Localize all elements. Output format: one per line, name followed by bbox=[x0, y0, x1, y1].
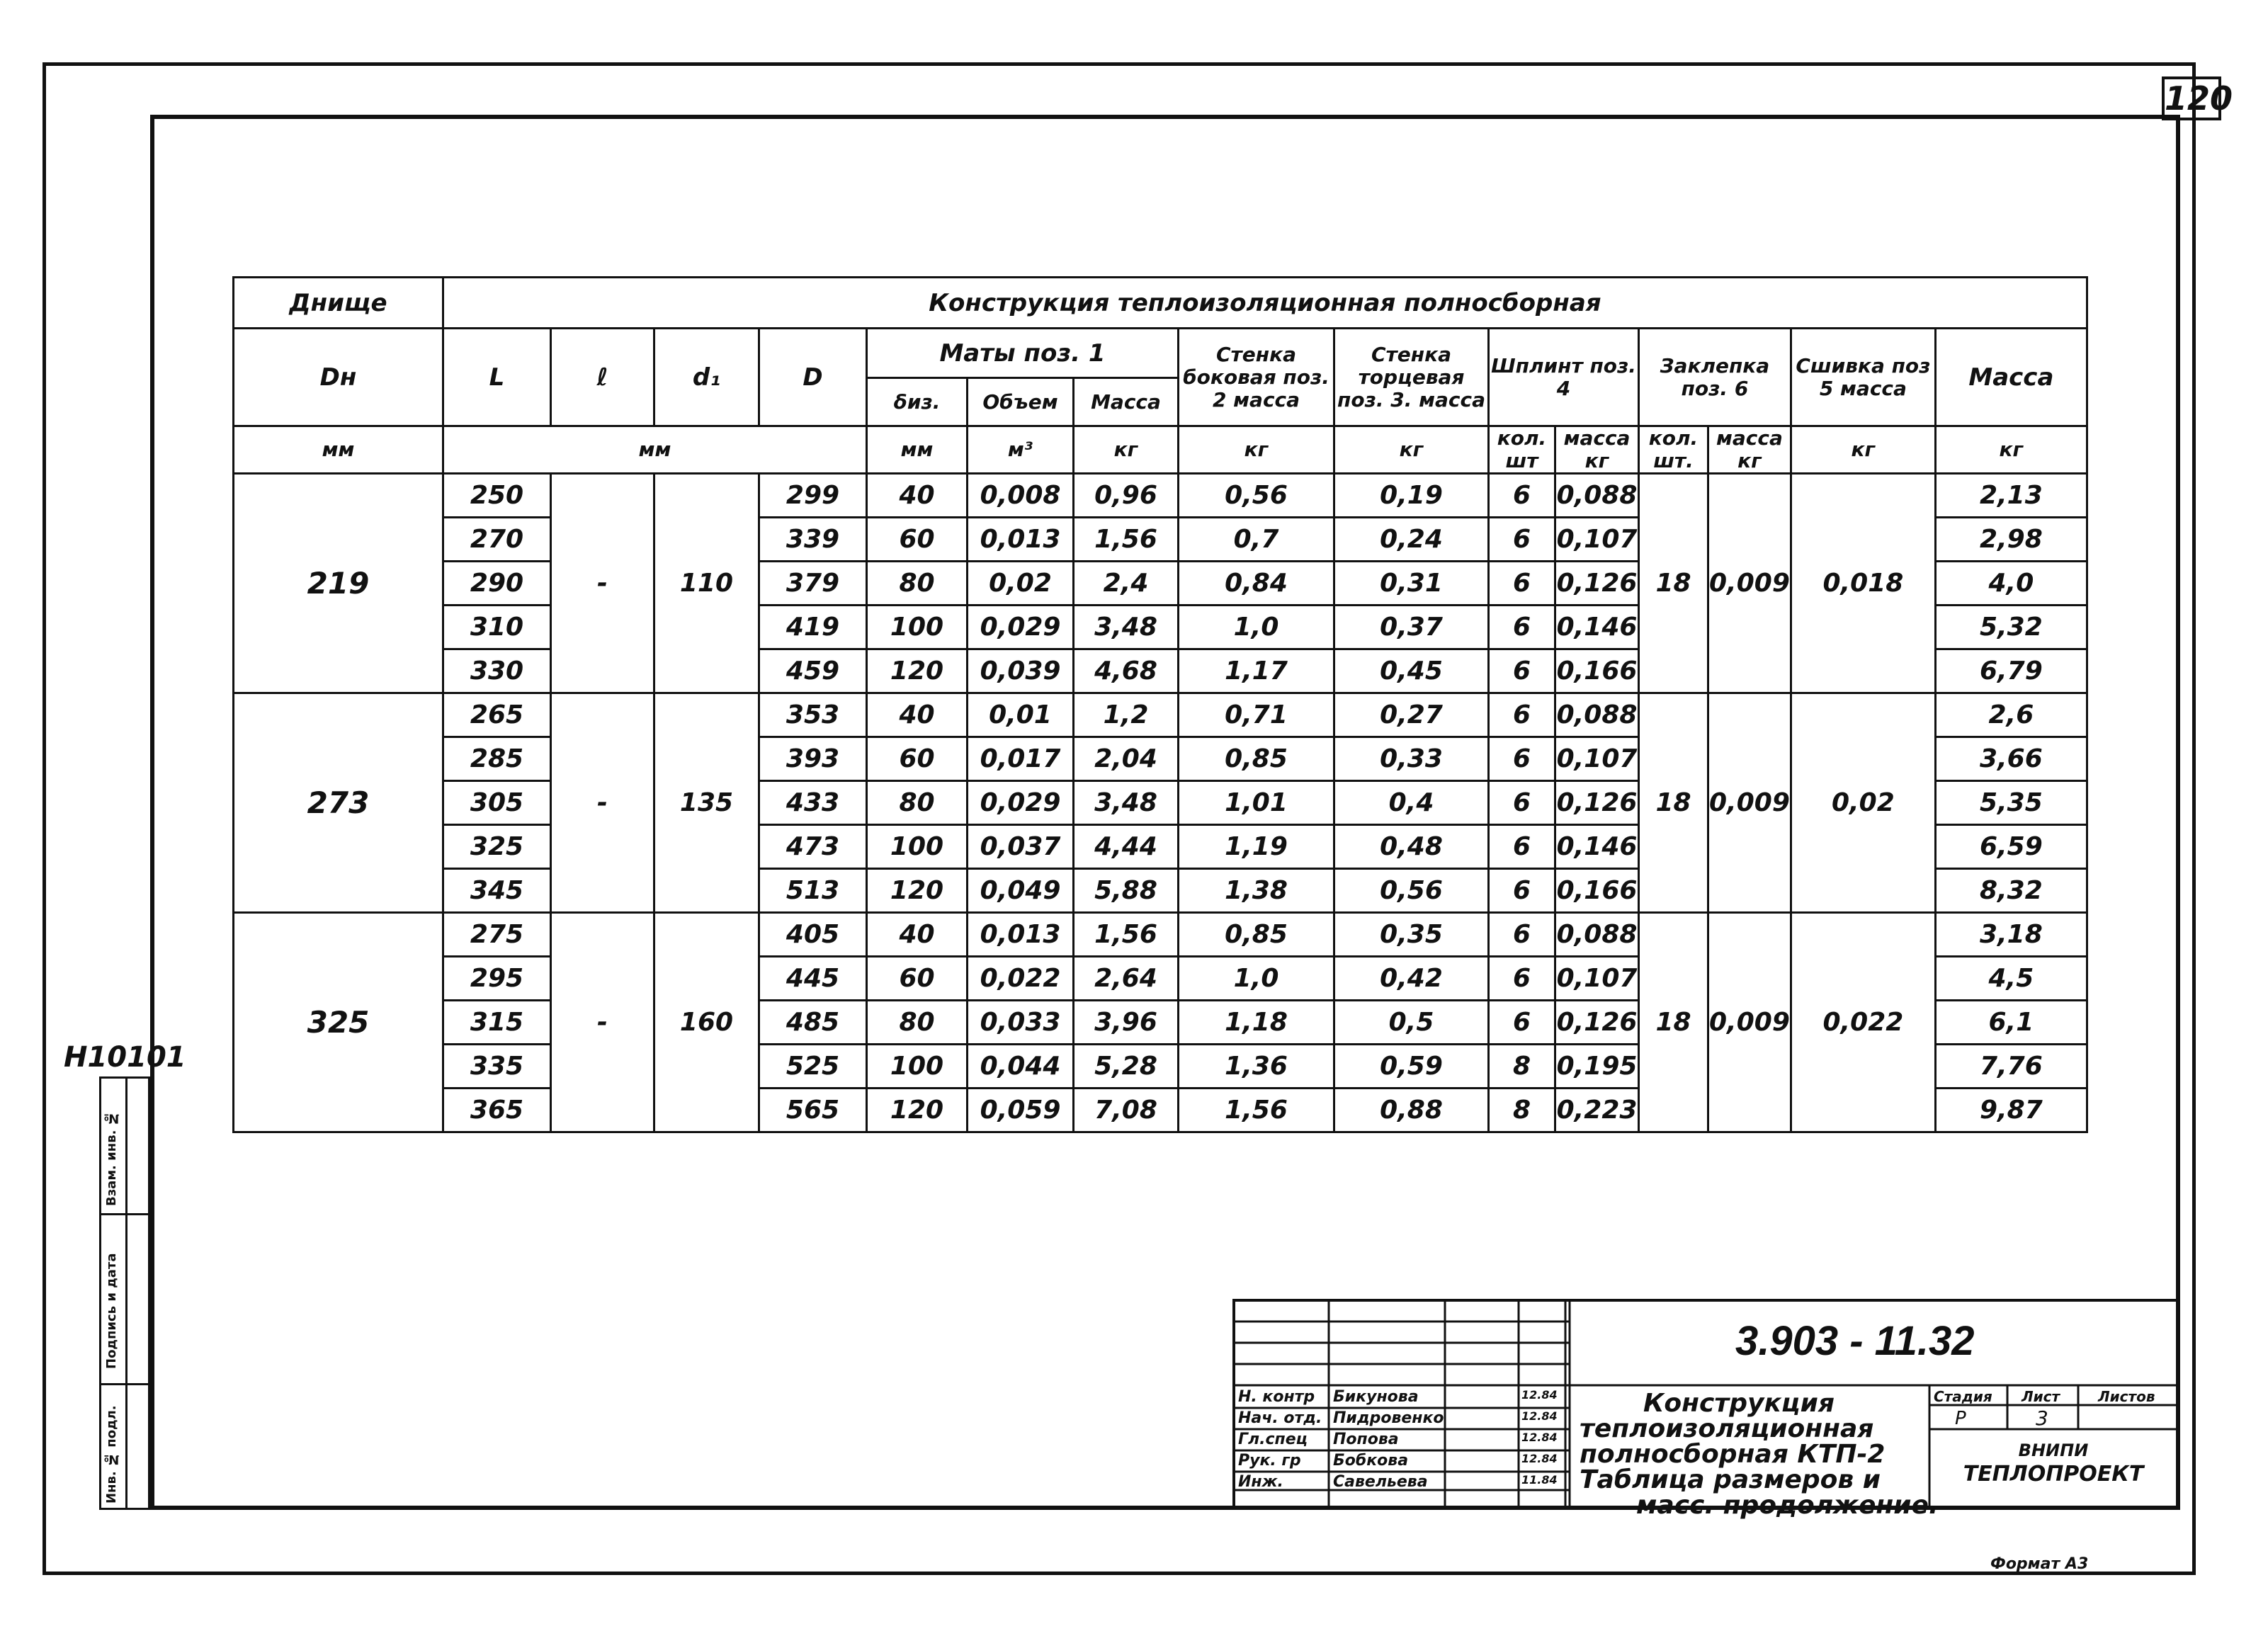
total-mass-unit: кг bbox=[1935, 426, 2087, 474]
cell-pin-qty: 6 bbox=[1489, 781, 1555, 825]
side-code: H10101 bbox=[64, 1041, 186, 1074]
signature-date: 12.84 bbox=[1521, 1431, 1558, 1444]
cell-L: 270 bbox=[443, 518, 551, 562]
cell-pin-mass: 0,107 bbox=[1555, 737, 1639, 781]
cell-thickness: 60 bbox=[867, 518, 968, 562]
mm-unit: мм bbox=[443, 426, 867, 474]
cell-total-mass: 2,98 bbox=[1935, 518, 2087, 562]
desc-line-1: Конструкция bbox=[1643, 1389, 1835, 1418]
cell-end-wall-mass: 0,45 bbox=[1334, 649, 1489, 693]
cell-dn: 325 bbox=[234, 913, 443, 1132]
cell-L: 295 bbox=[443, 957, 551, 1001]
end-wall-header: Стенка торцевая поз. 3. масса bbox=[1334, 329, 1489, 426]
side-strip bbox=[99, 1076, 150, 1510]
cell-thickness: 80 bbox=[867, 781, 968, 825]
cell-side-wall-mass: 0,7 bbox=[1179, 518, 1334, 562]
cell-D: 299 bbox=[759, 474, 867, 518]
cell-thickness: 60 bbox=[867, 957, 968, 1001]
main-header: Конструкция теплоизоляционная полносборная bbox=[443, 278, 2087, 329]
pin-header: Шплинт поз. 4 bbox=[1489, 329, 1639, 426]
cell-D: 565 bbox=[759, 1089, 867, 1132]
cell-volume: 0,039 bbox=[968, 649, 1074, 693]
col-dn: Dн bbox=[234, 329, 443, 426]
cell-L: 315 bbox=[443, 1001, 551, 1045]
cell-d1: 110 bbox=[654, 474, 759, 693]
cell-D: 405 bbox=[759, 913, 867, 957]
cell-l: - bbox=[551, 913, 654, 1132]
maty-vol: Объем bbox=[968, 378, 1074, 426]
cell-pin-qty: 8 bbox=[1489, 1045, 1555, 1089]
cell-volume: 0,037 bbox=[968, 825, 1074, 869]
cell-maty-mass: 4,44 bbox=[1074, 825, 1179, 869]
cell-maty-mass: 5,28 bbox=[1074, 1045, 1179, 1089]
maty-header: Маты поз. 1 bbox=[867, 329, 1179, 378]
cell-pin-mass: 0,088 bbox=[1555, 693, 1639, 737]
cell-thickness: 80 bbox=[867, 1001, 968, 1045]
cell-L: 335 bbox=[443, 1045, 551, 1089]
cell-D: 459 bbox=[759, 649, 867, 693]
cell-end-wall-mass: 0,59 bbox=[1334, 1045, 1489, 1089]
doc-description bbox=[1580, 1391, 1939, 1518]
cell-total-mass: 7,76 bbox=[1935, 1045, 2087, 1089]
cell-maty-mass: 5,88 bbox=[1074, 869, 1179, 913]
cell-pin-mass: 0,146 bbox=[1555, 825, 1639, 869]
cell-end-wall-mass: 0,5 bbox=[1334, 1001, 1489, 1045]
cell-end-wall-mass: 0,48 bbox=[1334, 825, 1489, 869]
cell-rivet-mass: 0,009 bbox=[1708, 693, 1791, 913]
cell-volume: 0,049 bbox=[968, 869, 1074, 913]
dimensions-table bbox=[232, 276, 2088, 1133]
cell-L: 265 bbox=[443, 693, 551, 737]
cell-L: 345 bbox=[443, 869, 551, 913]
cell-side-wall-mass: 0,85 bbox=[1179, 737, 1334, 781]
cell-D: 339 bbox=[759, 518, 867, 562]
cell-pin-qty: 6 bbox=[1489, 1001, 1555, 1045]
cell-thickness: 100 bbox=[867, 1045, 968, 1089]
cell-side-wall-mass: 1,38 bbox=[1179, 869, 1334, 913]
cell-end-wall-mass: 0,24 bbox=[1334, 518, 1489, 562]
cell-thickness: 80 bbox=[867, 562, 968, 606]
sheet-label: Лист bbox=[2022, 1388, 2060, 1405]
cell-pin-mass: 0,166 bbox=[1555, 869, 1639, 913]
cell-pin-mass: 0,223 bbox=[1555, 1089, 1639, 1132]
cell-side-wall-mass: 1,19 bbox=[1179, 825, 1334, 869]
cell-side-wall-mass: 1,0 bbox=[1179, 606, 1334, 649]
cell-maty-mass: 3,96 bbox=[1074, 1001, 1179, 1045]
cell-thickness: 40 bbox=[867, 474, 968, 518]
cell-pin-qty: 6 bbox=[1489, 869, 1555, 913]
cell-maty-mass: 1,2 bbox=[1074, 693, 1179, 737]
cell-D: 393 bbox=[759, 737, 867, 781]
maty-mass: Масса bbox=[1074, 378, 1179, 426]
cell-end-wall-mass: 0,19 bbox=[1334, 474, 1489, 518]
cell-total-mass: 2,13 bbox=[1935, 474, 2087, 518]
cell-end-wall-mass: 0,37 bbox=[1334, 606, 1489, 649]
cell-l: - bbox=[551, 693, 654, 913]
cell-pin-qty: 6 bbox=[1489, 562, 1555, 606]
cell-total-mass: 4,5 bbox=[1935, 957, 2087, 1001]
cell-stitch-mass: 0,022 bbox=[1791, 913, 1935, 1132]
cell-D: 379 bbox=[759, 562, 867, 606]
cell-thickness: 60 bbox=[867, 737, 968, 781]
cell-volume: 0,01 bbox=[968, 693, 1074, 737]
cell-volume: 0,044 bbox=[968, 1045, 1074, 1089]
cell-rivet-mass: 0,009 bbox=[1708, 474, 1791, 693]
col-l: ℓ bbox=[551, 329, 654, 426]
signature-name: Попова bbox=[1333, 1431, 1399, 1448]
cell-pin-qty: 6 bbox=[1489, 693, 1555, 737]
pin-qty: кол. шт bbox=[1489, 426, 1555, 474]
rivet-qty: кол. шт. bbox=[1639, 426, 1708, 474]
cell-L: 310 bbox=[443, 606, 551, 649]
cell-side-wall-mass: 1,36 bbox=[1179, 1045, 1334, 1089]
cell-total-mass: 3,18 bbox=[1935, 913, 2087, 957]
signature-name: Бобкова bbox=[1333, 1452, 1409, 1470]
table-row bbox=[234, 474, 2087, 518]
cell-d1: 135 bbox=[654, 693, 759, 913]
cell-thickness: 120 bbox=[867, 1089, 968, 1132]
cell-L: 250 bbox=[443, 474, 551, 518]
cell-pin-qty: 6 bbox=[1489, 825, 1555, 869]
cell-pin-mass: 0,088 bbox=[1555, 913, 1639, 957]
cell-maty-mass: 2,4 bbox=[1074, 562, 1179, 606]
cell-thickness: 40 bbox=[867, 693, 968, 737]
side-label-signature: Подпись и дата bbox=[104, 1253, 119, 1369]
dn-unit: мм bbox=[234, 426, 443, 474]
cell-side-wall-mass: 1,01 bbox=[1179, 781, 1334, 825]
cell-pin-mass: 0,107 bbox=[1555, 957, 1639, 1001]
cell-D: 473 bbox=[759, 825, 867, 869]
cell-volume: 0,033 bbox=[968, 1001, 1074, 1045]
cell-pin-qty: 6 bbox=[1489, 737, 1555, 781]
cell-maty-mass: 0,96 bbox=[1074, 474, 1179, 518]
cell-maty-mass: 3,48 bbox=[1074, 781, 1179, 825]
cell-volume: 0,013 bbox=[968, 913, 1074, 957]
cell-side-wall-mass: 0,56 bbox=[1179, 474, 1334, 518]
desc-line-2: теплоизоляционная bbox=[1580, 1414, 1874, 1443]
org-line-1: ВНИПИ bbox=[2018, 1440, 2089, 1460]
cell-L: 330 bbox=[443, 649, 551, 693]
desc-line-3: полносборная КТП-2 bbox=[1580, 1440, 1886, 1469]
signature-date: 11.84 bbox=[1521, 1473, 1558, 1487]
cell-pin-mass: 0,146 bbox=[1555, 606, 1639, 649]
cell-rivet-mass: 0,009 bbox=[1708, 913, 1791, 1132]
signature-name: Бикунова bbox=[1333, 1388, 1419, 1406]
cell-pin-mass: 0,166 bbox=[1555, 649, 1639, 693]
rivet-mass: масса кг bbox=[1708, 426, 1791, 474]
cell-pin-mass: 0,126 bbox=[1555, 562, 1639, 606]
doc-code: 3.903 - 11.32 bbox=[1735, 1318, 1975, 1364]
cell-D: 419 bbox=[759, 606, 867, 649]
cell-thickness: 120 bbox=[867, 649, 968, 693]
cell-pin-qty: 6 bbox=[1489, 474, 1555, 518]
side-label-replace: Взам. инв. № bbox=[104, 1110, 119, 1206]
signature-role: Рук. гр bbox=[1238, 1452, 1301, 1470]
col-D: D bbox=[759, 329, 867, 426]
signature-role: Инж. bbox=[1238, 1473, 1283, 1491]
pin-mass: масса кг bbox=[1555, 426, 1639, 474]
cell-maty-mass: 2,64 bbox=[1074, 957, 1179, 1001]
cell-L: 305 bbox=[443, 781, 551, 825]
cell-pin-qty: 6 bbox=[1489, 649, 1555, 693]
cell-total-mass: 8,32 bbox=[1935, 869, 2087, 913]
cell-pin-mass: 0,126 bbox=[1555, 1001, 1639, 1045]
cell-pin-qty: 8 bbox=[1489, 1089, 1555, 1132]
signature-role: Нач. отд. bbox=[1238, 1409, 1322, 1427]
cell-L: 290 bbox=[443, 562, 551, 606]
cell-maty-mass: 1,56 bbox=[1074, 518, 1179, 562]
format-label: Формат А3 bbox=[1990, 1555, 2089, 1573]
table-body bbox=[234, 474, 2087, 1132]
signature-role: Н. контр bbox=[1238, 1388, 1315, 1406]
col-d1: d₁ bbox=[654, 329, 759, 426]
cell-D: 525 bbox=[759, 1045, 867, 1089]
cell-D: 513 bbox=[759, 869, 867, 913]
cell-thickness: 120 bbox=[867, 869, 968, 913]
cell-side-wall-mass: 1,56 bbox=[1179, 1089, 1334, 1132]
title-block bbox=[1232, 1299, 2180, 1520]
stage-label: Стадия bbox=[1934, 1388, 1992, 1405]
cell-volume: 0,029 bbox=[968, 781, 1074, 825]
cell-L: 325 bbox=[443, 825, 551, 869]
cell-pin-qty: 6 bbox=[1489, 518, 1555, 562]
cell-volume: 0,029 bbox=[968, 606, 1074, 649]
cell-volume: 0,022 bbox=[968, 957, 1074, 1001]
cell-rivet-qty: 18 bbox=[1639, 913, 1708, 1132]
sheets-label: Листов bbox=[2098, 1388, 2155, 1405]
cell-L: 365 bbox=[443, 1089, 551, 1132]
maty-thick: δиз. bbox=[867, 378, 968, 426]
cell-end-wall-mass: 0,35 bbox=[1334, 913, 1489, 957]
stage-value: Р bbox=[1955, 1408, 1966, 1429]
cell-volume: 0,059 bbox=[968, 1089, 1074, 1132]
cell-total-mass: 9,87 bbox=[1935, 1089, 2087, 1132]
cell-volume: 0,02 bbox=[968, 562, 1074, 606]
table-row bbox=[234, 693, 2087, 737]
cell-total-mass: 6,59 bbox=[1935, 825, 2087, 869]
cell-D: 485 bbox=[759, 1001, 867, 1045]
cell-side-wall-mass: 0,84 bbox=[1179, 562, 1334, 606]
cell-thickness: 100 bbox=[867, 606, 968, 649]
cell-dn: 219 bbox=[234, 474, 443, 693]
cell-maty-mass: 1,56 bbox=[1074, 913, 1179, 957]
side-wall-unit: кг bbox=[1179, 426, 1334, 474]
signature-name: Пидровенко bbox=[1333, 1409, 1444, 1427]
cell-total-mass: 5,32 bbox=[1935, 606, 2087, 649]
cell-pin-mass: 0,107 bbox=[1555, 518, 1639, 562]
cell-pin-qty: 6 bbox=[1489, 957, 1555, 1001]
stitch-unit: кг bbox=[1791, 426, 1935, 474]
total-mass-header: Масса bbox=[1935, 329, 2087, 426]
cell-D: 433 bbox=[759, 781, 867, 825]
cell-end-wall-mass: 0,42 bbox=[1334, 957, 1489, 1001]
cell-D: 353 bbox=[759, 693, 867, 737]
cell-side-wall-mass: 1,17 bbox=[1179, 649, 1334, 693]
cell-maty-mass: 3,48 bbox=[1074, 606, 1179, 649]
cell-side-wall-mass: 0,85 bbox=[1179, 913, 1334, 957]
cell-total-mass: 4,0 bbox=[1935, 562, 2087, 606]
cell-maty-mass: 2,04 bbox=[1074, 737, 1179, 781]
cell-end-wall-mass: 0,56 bbox=[1334, 869, 1489, 913]
cell-pin-qty: 6 bbox=[1489, 606, 1555, 649]
cell-L: 275 bbox=[443, 913, 551, 957]
cell-side-wall-mass: 0,71 bbox=[1179, 693, 1334, 737]
cell-stitch-mass: 0,018 bbox=[1791, 474, 1935, 693]
cell-D: 445 bbox=[759, 957, 867, 1001]
side-wall-header: Стенка боковая поз. 2 масса bbox=[1179, 329, 1334, 426]
cell-rivet-qty: 18 bbox=[1639, 693, 1708, 913]
cell-side-wall-mass: 1,0 bbox=[1179, 957, 1334, 1001]
cell-rivet-qty: 18 bbox=[1639, 474, 1708, 693]
cell-stitch-mass: 0,02 bbox=[1791, 693, 1935, 913]
signature-date: 12.84 bbox=[1521, 1409, 1558, 1423]
cell-total-mass: 6,79 bbox=[1935, 649, 2087, 693]
cell-pin-qty: 6 bbox=[1489, 913, 1555, 957]
cell-maty-mass: 4,68 bbox=[1074, 649, 1179, 693]
sheet-value: 3 bbox=[2036, 1407, 2048, 1430]
cell-maty-mass: 7,08 bbox=[1074, 1089, 1179, 1132]
desc-line-5: масс. продолжение. bbox=[1636, 1491, 1939, 1520]
cell-thickness: 100 bbox=[867, 825, 968, 869]
cell-end-wall-mass: 0,88 bbox=[1334, 1089, 1489, 1132]
end-wall-unit: кг bbox=[1334, 426, 1489, 474]
cell-end-wall-mass: 0,31 bbox=[1334, 562, 1489, 606]
cell-volume: 0,013 bbox=[968, 518, 1074, 562]
signature-date: 12.84 bbox=[1521, 1452, 1558, 1465]
cell-end-wall-mass: 0,4 bbox=[1334, 781, 1489, 825]
signature-role: Гл.спец bbox=[1238, 1431, 1308, 1448]
cell-l: - bbox=[551, 474, 654, 693]
sheet-number: 120 bbox=[2162, 76, 2221, 120]
cell-pin-mass: 0,195 bbox=[1555, 1045, 1639, 1089]
cell-total-mass: 3,66 bbox=[1935, 737, 2087, 781]
org-line-2: ТЕПЛОПРОЕКТ bbox=[1963, 1462, 2144, 1487]
group-header: Днище bbox=[234, 278, 443, 329]
cell-total-mass: 2,6 bbox=[1935, 693, 2087, 737]
signature-name: Савельева bbox=[1333, 1473, 1428, 1491]
signature-date: 12.84 bbox=[1521, 1388, 1558, 1402]
cell-pin-mass: 0,126 bbox=[1555, 781, 1639, 825]
thick-unit: мм bbox=[867, 426, 968, 474]
side-label-inventory: Инв. № подл. bbox=[104, 1405, 119, 1504]
table-row bbox=[234, 913, 2087, 957]
vol-unit: м³ bbox=[968, 426, 1074, 474]
cell-side-wall-mass: 1,18 bbox=[1179, 1001, 1334, 1045]
cell-L: 285 bbox=[443, 737, 551, 781]
cell-volume: 0,017 bbox=[968, 737, 1074, 781]
cell-thickness: 40 bbox=[867, 913, 968, 957]
cell-d1: 160 bbox=[654, 913, 759, 1132]
cell-pin-mass: 0,088 bbox=[1555, 474, 1639, 518]
cell-total-mass: 5,35 bbox=[1935, 781, 2087, 825]
mass-unit: кг bbox=[1074, 426, 1179, 474]
cell-volume: 0,008 bbox=[968, 474, 1074, 518]
cell-total-mass: 6,1 bbox=[1935, 1001, 2087, 1045]
col-L: L bbox=[443, 329, 551, 426]
cell-dn: 273 bbox=[234, 693, 443, 913]
cell-end-wall-mass: 0,33 bbox=[1334, 737, 1489, 781]
desc-line-4: Таблица размеров и bbox=[1580, 1465, 1881, 1494]
stitch-header: Сшивка поз 5 масса bbox=[1791, 329, 1935, 426]
rivet-header: Заклепка поз. 6 bbox=[1639, 329, 1791, 426]
cell-end-wall-mass: 0,27 bbox=[1334, 693, 1489, 737]
